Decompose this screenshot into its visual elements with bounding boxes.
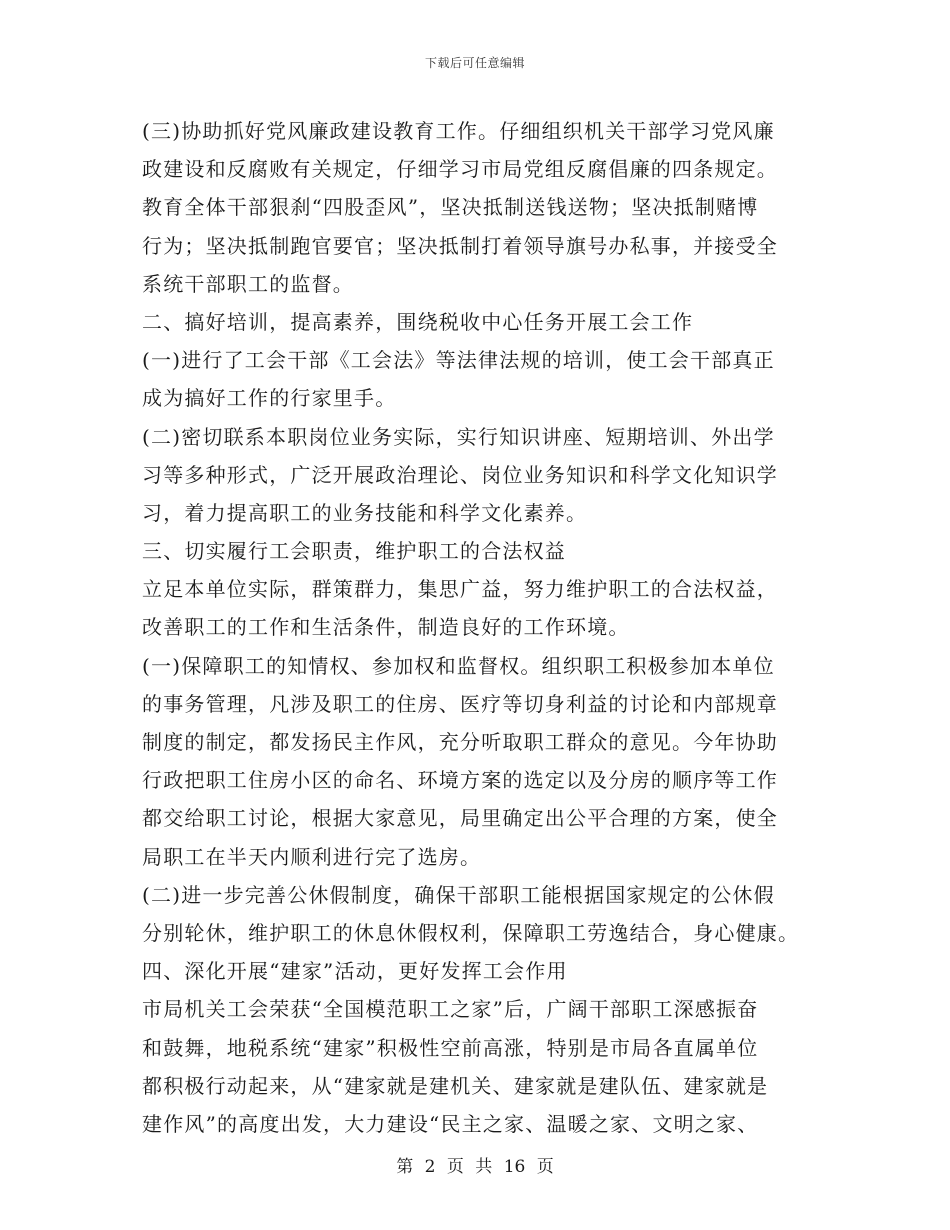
text-line: 分别轮休，维护职工的休息休假权利，保障职工劳逸结合，身心健康。: [142, 920, 800, 945]
text-line: (二)密切联系本职岗位业务实际，实行知识讲座、短期培训、外出学: [142, 424, 775, 449]
text-line: 改善职工的工作和生活条件，制造良好的工作环境。: [142, 615, 630, 640]
text-line: (一)进行了工会干部《工会法》等法律法规的培训，使工会干部真正: [142, 348, 775, 373]
page-number: 第 2 页 共 16 页: [396, 1157, 554, 1177]
document-body: [142, 112, 822, 1143]
text-line: 制度的制定，都发扬民主作风，充分听取职工群众的意见。今年协助: [142, 730, 778, 754]
text-line: 政建设和反腐败有关规定，仔细学习市局党组反腐倡廉的四条规定。: [142, 157, 778, 182]
text-line: 习，着力提高职工的业务技能和科学文化素养。: [142, 500, 588, 525]
section-heading: 四、深化开展“建家”活动，更好发挥工会作用: [142, 959, 568, 984]
text-line: 立足本单位实际，群策群力，集思广益，努力维护职工的合法权益，: [142, 577, 778, 602]
text-line: 建作风”的高度出发，大力建设“民主之家、温暖之家、文明之家、: [142, 1111, 759, 1136]
text-line: 和鼓舞，地税系统“建家”积极性空前高涨，特别是市局各直属单位: [142, 1035, 759, 1060]
text-line: 局职工在半天内顺利进行完了选房。: [142, 844, 482, 869]
text-line: 都积极行动起来，从“建家就是建机关、建家就是建队伍、建家就是: [142, 1073, 769, 1098]
text-line: 成为搞好工作的行家里手。: [142, 386, 397, 411]
text-line: 的事务管理，凡涉及职工的住房、医疗等切身利益的讨论和内部规章: [142, 691, 778, 716]
text-line: (三)协助抓好党风廉政建设教育工作。仔细组织机关干部学习党风廉: [142, 119, 775, 143]
text-line: 习等多种形式，广泛开展政治理论、岗位业务知识和科学文化知识学: [142, 462, 778, 487]
text-line: 行为；坚决抵制跑官要官；坚决抵制打着领导旗号办私事，并接受全: [142, 233, 778, 258]
text-line: 都交给职工讨论，根据大家意见，局里确定出公平合理的方案，使全: [142, 806, 778, 831]
text-line: 系统干部职工的监督。: [142, 271, 354, 296]
text-line: 行政把职工住房小区的命名、环境方案的选定以及分房的顺序等工作: [142, 768, 778, 793]
section-heading: 三、切实履行工会职责，维护职工的合法权益: [142, 539, 566, 564]
text-line: 教育全体干部狠刹“四股歪风”，坚决抵制送钱送物；坚决抵制赌博: [142, 195, 759, 220]
text-line: (一)保障职工的知情权、参加权和监督权。组织职工积极参加本单位: [142, 653, 775, 678]
text-line: 市局机关工会荣获“全国模范职工之家”后，广阔干部职工深感振奋: [142, 997, 759, 1022]
page-header: 下载后可任意编辑: [424, 56, 525, 70]
section-heading: 二、搞好培训，提高素养，围绕税收中心任务开展工会工作: [142, 309, 694, 334]
text-line: (二)进一步完善公休假制度，确保干部职工能根据国家规定的公休假: [142, 882, 775, 907]
